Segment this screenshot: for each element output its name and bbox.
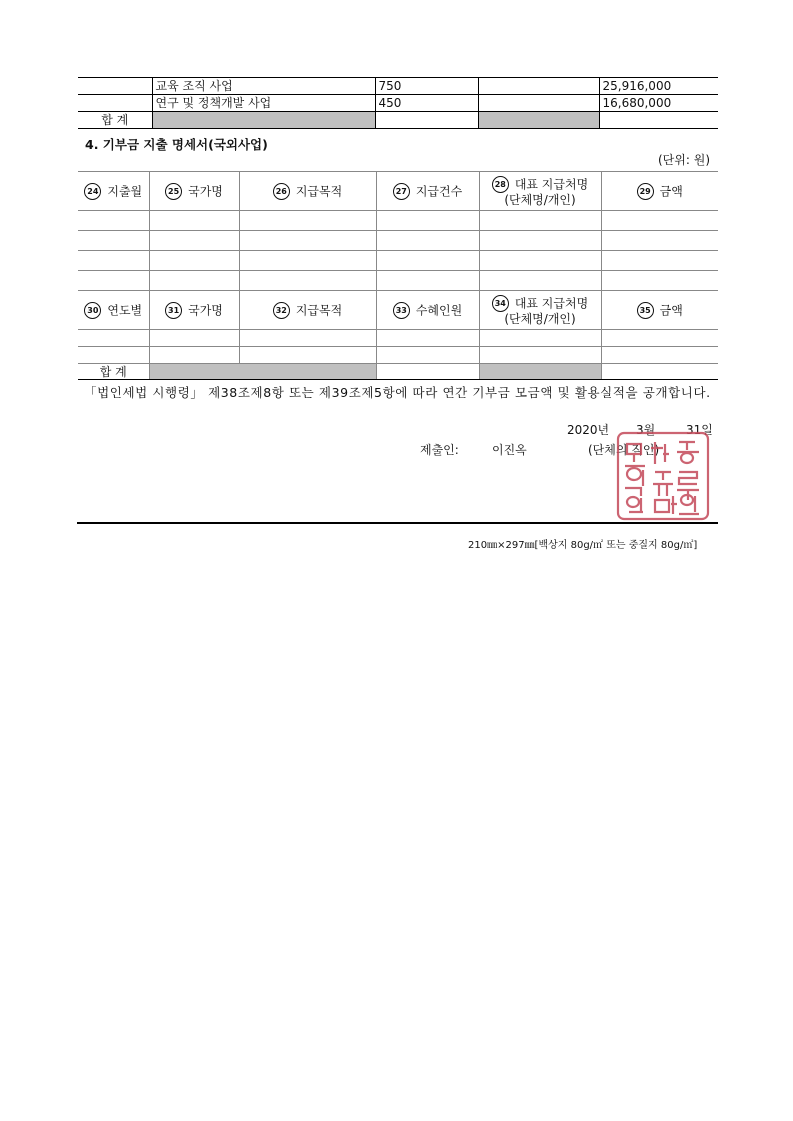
cell [599,112,718,129]
header-month: 24 지출월 [78,172,149,211]
cell [78,78,152,95]
cell [478,95,599,112]
notice-text: 「법인세법 시행령」 제38조제8항 또는 제39조제5항에 따라 연간 기부금 모금액 및 활용실적을 공개합니다. [84,385,711,400]
paper-spec: 210㎜×297㎜[백상지 80g/㎡ 또는 중질지 80g/㎡] [468,540,698,551]
circled-number-28: 28 [492,176,509,193]
circled-number-26: 26 [273,183,290,200]
cell [376,364,479,380]
cell [478,78,599,95]
cell [375,112,478,129]
table-row [78,78,718,95]
cell-project-name: 연구 및 정책개발 사업 [152,95,375,112]
total-label: 합 계 [78,112,152,129]
header-count: 27 지급건수 [376,172,479,211]
date-month: 3월 [636,423,656,437]
cell-amount: 16,680,000 [599,95,718,112]
domestic-table [78,77,718,129]
circled-number-25: 25 [165,183,182,200]
date-year: 2020년 [567,423,610,437]
cell [149,364,376,380]
circled-number-32: 32 [273,302,290,319]
table-row [78,347,718,364]
unit-label: (단위: 원) [658,153,710,167]
cell [78,95,152,112]
circled-number-31: 31 [165,302,182,319]
header-country: 31 국가명 [149,291,239,330]
table-row [78,251,718,271]
table-row-total [78,112,718,129]
circled-number-34: 34 [492,295,509,312]
header-beneficiaries: 33 수혜인원 [376,291,479,330]
header-purpose: 26 지급목적 [239,172,376,211]
divider [77,522,718,524]
submitter-name: 이진옥 [492,443,527,457]
header-country: 25 국가명 [149,172,239,211]
cell-count: 750 [375,78,478,95]
header-purpose: 32 지급목적 [239,291,376,330]
cell-amount: 25,916,000 [599,78,718,95]
circled-number-27: 27 [393,183,410,200]
table-row [78,211,718,231]
cell-count: 450 [375,95,478,112]
header-year: 30 연도별 [78,291,149,330]
cell [152,112,375,129]
circled-number-29: 29 [637,183,654,200]
cell [478,112,599,129]
table-header-row [78,172,718,211]
header-recipient: 28 대표 지급처명 (단체명/개인) [479,172,601,211]
header-amount: 35 금액 [601,291,718,330]
circled-number-35: 35 [637,302,654,319]
table-row [78,330,718,347]
table-row [78,95,718,112]
circled-number-24: 24 [84,183,101,200]
header-recipient: 34 대표 지급처명 (단체명/개인) [479,291,601,330]
circled-number-30: 30 [84,302,101,319]
table-row-total [78,364,718,380]
cell [479,364,601,380]
section-title: 4. 기부금 지출 명세서(국외사업) [85,137,268,152]
header-amount: 29 금액 [601,172,718,211]
submitter-label: 제출인: [420,443,459,457]
foreign-expenditure-table [78,171,718,380]
table-row [78,231,718,251]
cell-project-name: 교육 조직 사업 [152,78,375,95]
circled-number-33: 33 [393,302,410,319]
total-label: 합 계 [78,364,149,380]
table-header-row [78,291,718,330]
official-seal [615,430,711,522]
cell [601,364,718,380]
date-day: 31일 [686,423,713,437]
seal-label: (단체의 직인) [588,443,660,457]
table-row [78,271,718,291]
